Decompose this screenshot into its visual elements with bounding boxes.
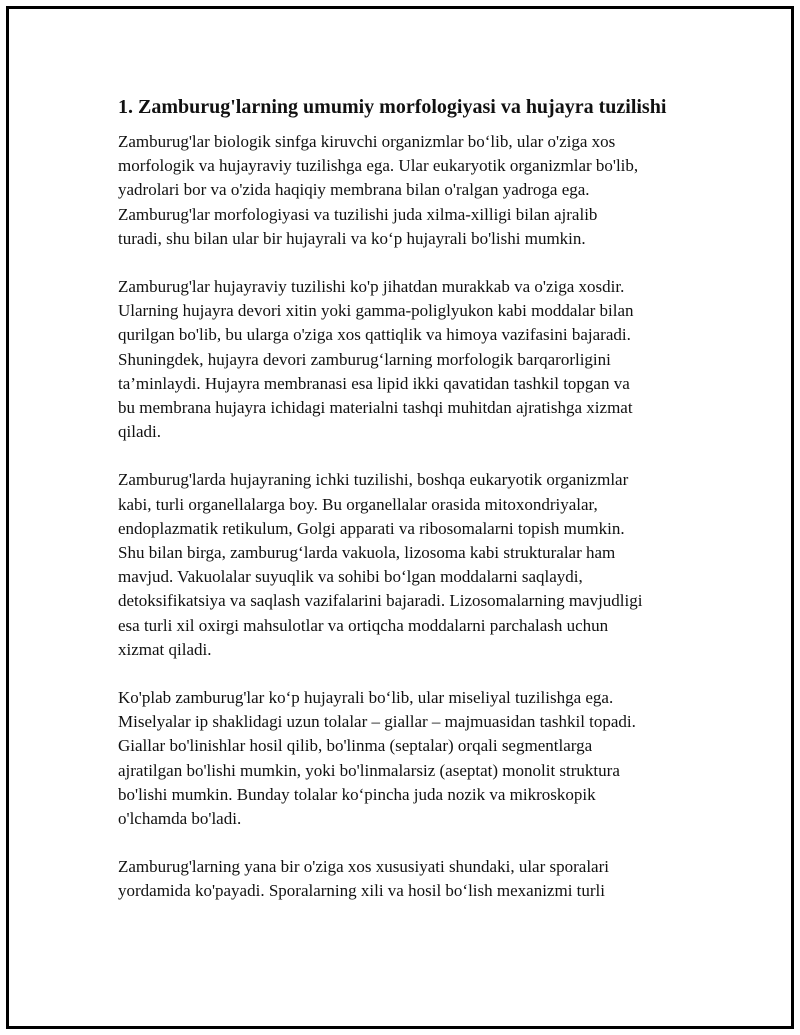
paragraph-2: Zamburug'lar hujayraviy tuzilishi ko'p jihatdan murakkab va o'ziga xosdir. Ularning hujayra devori xitin yoki gamma-poliglyukon kabi moddalar bilan qurilgan bo'lib, bu ularga o'ziga xos qattiqlik va himoya vazifasini bajaradi. Shuningdek, hujayra devori zamburug‘larning morfologik barqarorligini ta’minlaydi. Hujayra membranasi esa lipid ikki qavatidan tashkil topgan va bu membrana hujayra ichidagi materialni tashqi muhitdan ajratishga xizmat qiladi. xyxy=(118,277,634,442)
paragraph-1: Zamburug'lar biologik sinfga kiruvchi organizmlar bo‘lib, ular o'ziga xos morfologik va hujayraviy tuzilishga ega. Ular eukaryotik organizmlar bo'lib, yadrolari bor va o'zida haqiqiy membrana bilan o'ralgan yadroga ega. Zamburug'lar morfologiyasi va tuzilishi juda xilma-xilligi bilan ajralib turadi, shu bilan ular bir hujayrali va ko‘p hujayrali bo'lishi mumkin. xyxy=(118,132,639,248)
paragraph-4: Ko'plab zamburug'lar ko‘p hujayrali bo‘lib, ular miseliyal tuzilishga ega. Miselyalar ip shaklidagi uzun tolalar – giallar – majmuasidan tashkil topadi. Giallar bo'linishlar hosil qilib, bo'linma (septalar) orqali segmentlarga ajratilgan bo'lishi mumkin, yoki bo'linmalarsiz (aseptat) monolit struktura bo'lishi mumkin. Bunday tolalar ko‘pincha juda nozik va mikroskopik o'lchamda bo'ladi. xyxy=(118,688,636,829)
document-body xyxy=(118,94,698,928)
section-title: 1. Zamburug'larning umumiy morfologiyasi va hujayra tuzilishi xyxy=(118,96,667,118)
paragraph-3: Zamburug'larda hujayraning ichki tuzilishi, boshqa eukaryotik organizmlar kabi, turli organellalarga boy. Bu organellalar orasida mitoxondriyalar, endoplazmatik retikulum, Golgi apparati va ribosomalarni topish mumkin. Shu bilan birga, zamburug‘larda vakuola, lizosoma kabi strukturalar ham mavjud. Vakuolalar suyuqlik va sohibi bo‘lgan moddalarni saqlaydi, detoksifikatsiya va saqlash vazifalarini bajaradi. Lizosomalarning mavjudligi esa turli xil oxirgi mahsulotlar va ortiqcha moddalarni parchalash uchun xizmat qiladi. xyxy=(118,470,643,659)
paragraph-5: Zamburug'larning yana bir o'ziga xos xususiyati shundaki, ular sporalari yordamida ko'payadi. Sporalarning xili va hosil bo‘lish mexanizmi turli xyxy=(118,857,609,901)
